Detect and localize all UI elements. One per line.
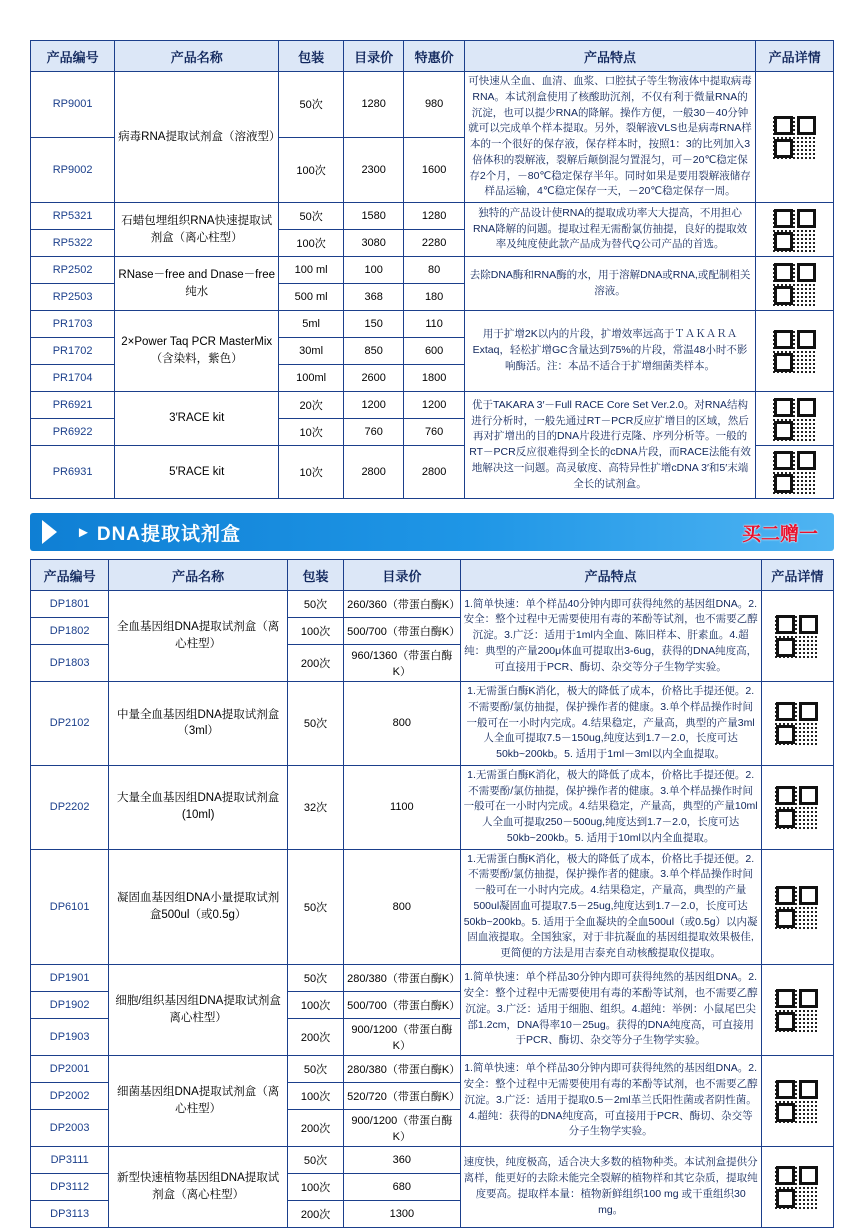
header-package: 包装 [279,41,344,72]
package: 500 ml [279,284,344,311]
table-row [31,257,834,284]
product-code: RP9001 [31,72,115,138]
catalog-page [0,40,864,1221]
package: 50次 [287,1146,343,1173]
product-feature: 1.简单快速：单个样品30分钟内即可获得纯然的基因组DNA。2.安全：整个过程中无需要使用有毒的苯酚等试剂，也不需要乙醇沉淀。3.广泛：适用于提取0.5－2ml革兰氏阳性菌或者阴性菌。4.超纯：获得的DNA纯度高，可直接用于PCR、酶切、杂交等分子生物学实验。 [460,1055,761,1146]
package: 5ml [279,311,344,338]
banner-title: DNA提取试剂盒 [96,523,242,545]
qr-code-icon[interactable] [773,450,817,494]
table-row [31,591,834,618]
table-row [31,682,834,766]
table-row [31,72,834,138]
product-code: RP5321 [31,203,115,230]
product-code: DP2002 [31,1082,109,1109]
product-code: PR6922 [31,419,115,446]
product-code: DP2003 [31,1109,109,1146]
package: 50次 [287,682,343,766]
qr-code-icon[interactable] [775,988,819,1032]
package: 50次 [287,964,343,991]
package: 100次 [279,137,344,203]
product-name: RNase－free and Dnase－free 纯水 [115,257,279,311]
qr-code-icon[interactable] [775,614,819,658]
header-product-code: 产品编号 [31,560,109,591]
header-details: 产品详情 [756,41,834,72]
header-features: 产品特点 [464,41,755,72]
package: 100次 [287,1082,343,1109]
table-row [31,1146,834,1173]
special-price: 180 [404,284,464,311]
special-price: 110 [404,311,464,338]
product-code: RP2503 [31,284,115,311]
qr-code-cell[interactable] [756,392,834,446]
product-feature: 1.无需蛋白酶K消化，极大的降低了成本，价格比手提还便。2.不需要酚/氯仿抽提，保护操作者的健康。3.单个样品操作时间一般可在一小时内完成。4.结果稳定，产量高，典型的产量10ml人全血可提取250－500ug,纯度达到1.7－2.0，长度可达50kb~200kb。5. 适用于10ml以内全血提取。 [460,765,761,849]
product-code: PR6921 [31,392,115,419]
special-price: 80 [404,257,464,284]
dna-products-table [30,559,834,1228]
list-price: 500/700（带蛋白酶K） [344,618,460,645]
qr-code-cell[interactable] [761,591,833,682]
package: 200次 [287,1109,343,1146]
special-price: 2800 [404,446,464,499]
qr-code-cell[interactable] [756,257,834,311]
product-code: PR1702 [31,338,115,365]
table-row [31,964,834,991]
promo-badge: 买二赠一 [741,523,818,545]
package: 100 ml [279,257,344,284]
table-header-row [31,41,834,72]
product-code: RP2502 [31,257,115,284]
list-price: 680 [344,1173,460,1200]
package: 10次 [279,419,344,446]
special-price: 2280 [404,230,464,257]
header-list-price: 目录价 [344,560,460,591]
list-price: 1580 [343,203,403,230]
list-price: 1300 [344,1200,460,1227]
product-code: DP2001 [31,1055,109,1082]
qr-code-icon[interactable] [775,1165,819,1209]
package: 20次 [279,392,344,419]
qr-code-icon[interactable] [775,701,819,745]
qr-code-cell[interactable] [761,682,833,766]
product-code: DP1803 [31,645,109,682]
list-price: 800 [344,849,460,964]
list-price: 760 [343,419,403,446]
package: 200次 [287,645,343,682]
table-row [31,765,834,849]
product-code: DP1901 [31,964,109,991]
list-price: 100 [343,257,403,284]
package: 100次 [287,618,343,645]
list-price: 960/1360（带蛋白酶K） [344,645,460,682]
list-price: 1200 [343,392,403,419]
package: 100次 [279,230,344,257]
table-header-row [31,560,834,591]
product-name: 3′RACE kit [115,392,279,446]
product-name: 全血基因组DNA提取试剂盒（离心柱型） [109,591,288,682]
package: 200次 [287,1018,343,1055]
product-feature: 用于扩增2K以内的片段，扩增效率远高于ＴＡＫＡＲＡ Extaq，轻松扩增GC含量达到75%的片段，常温48小时不影响酶活。注：本品不适合于扩增细菌类样本。 [464,311,755,392]
product-code: DP1802 [31,618,109,645]
product-code: DP3111 [31,1146,109,1173]
banner-arrow-icon: ► [76,523,91,541]
product-name: 细胞/组织基因组DNA提取试剂盒离心柱型） [109,964,288,1055]
product-feature: 优于TAKARA 3′－Full RACE Core Set Ver.2.0。对RNA结构进行分析时，一般先通过RT－PCR反应扩增目的区域，然后再对扩增出的目的DNA片段进行克隆、序列分析等。一般的RT－PCR反应很难得到全长的cDNA片段，而RACE法能有效地解决这一问题。高灵敏度、高特异性扩增cDNA 3′和5′末端全长的试剂盒。 [464,392,755,499]
list-price: 800 [344,682,460,766]
special-price: 980 [404,72,464,138]
package: 50次 [287,1055,343,1082]
banner-left-triangle-icon [30,513,76,551]
header-product-code: 产品编号 [31,41,115,72]
header-details: 产品详情 [761,560,833,591]
package: 50次 [287,591,343,618]
product-feature: 去除DNA酶和RNA酶的水，用于溶解DNA或RNA,或配制相关溶液。 [464,257,755,311]
product-code: PR1704 [31,365,115,392]
header-product-name: 产品名称 [109,560,288,591]
list-price: 280/380（带蛋白酶K） [344,1055,460,1082]
package: 200次 [287,1200,343,1227]
product-name: 凝固血基因组DNA小量提取试剂盒500ul（或0.5g） [109,849,288,964]
header-features: 产品特点 [460,560,761,591]
special-price: 1600 [404,137,464,203]
qr-code-icon[interactable] [775,785,819,829]
list-price: 360 [344,1146,460,1173]
list-price: 368 [343,284,403,311]
product-code: DP1801 [31,591,109,618]
product-code: RP9002 [31,137,115,203]
product-code: DP1902 [31,991,109,1018]
product-name: 石蜡包埋组织RNA快速提取试剂盒（离心柱型） [115,203,279,257]
section-banner-dna [30,513,834,551]
list-price: 850 [343,338,403,365]
list-price: 2600 [343,365,403,392]
qr-code-cell[interactable] [761,1055,833,1146]
product-feature: 1.简单快速：单个样品40分钟内即可获得纯然的基因组DNA。2.安全：整个过程中无需要使用有毒的苯酚等试剂，也不需要乙醇沉淀。3.广泛：适用于1ml内全血、陈旧样本、肝素血。4.超纯：典型的产量200μ体血可提取出3-6ug，获得的DNA纯度高，可直接用于PCR、酶切、杂交等分子生物学实验。 [460,591,761,682]
list-price: 520/720（带蛋白酶K） [344,1082,460,1109]
header-list-price: 目录价 [343,41,403,72]
qr-code-cell[interactable] [761,964,833,1055]
rna-products-table [30,40,834,499]
qr-code-icon[interactable] [773,262,817,306]
list-price: 2800 [343,446,403,499]
product-name: 5′RACE kit [115,446,279,499]
table-row [31,203,834,230]
list-price: 500/700（带蛋白酶K） [344,991,460,1018]
product-code: PR1703 [31,311,115,338]
product-feature: 可快速从全血、血清、血浆、口腔拭子等生物液体中提取病毒RNA。本试剂盒使用了核酸助沉剂，不仅有利于微量RNA的沉淀，也可以提少RNA的降解。操作方便，一般30－40分钟就可以完成单个样本提取。另外，裂解液VLS也是病毒RNA样本的一个很好的保存液，保存样本时，按照1：3的比列加入3倍体积的裂解液，裂解后颠倒混匀置混匀，可－20℃稳定保存2个月，－80℃稳定保存半年。同时如果是要用裂解液储存样品运输，4℃稳定保存一天，－20℃稳定保存一周。 [464,72,755,203]
product-feature: 1.无需蛋白酶K消化，极大的降低了成本，价格比手提还便。2.不需要酚/氯仿抽提，保护操作者的健康。3.单个样品操作时间一般可在一小时内完成。4.结果稳定，产量高，典型的产量3ml人全血可提取7.5－150ug,纯度达到1.7－2.0，长度可达50kb~200kb。5. 适用于1ml－3ml以内全血提取。 [460,682,761,766]
product-name: 2×Power Taq PCR MasterMix（含染料，紫色） [115,311,279,392]
qr-code-cell[interactable] [761,765,833,849]
list-price: 3080 [343,230,403,257]
product-code: PR6931 [31,446,115,499]
qr-code-cell[interactable] [761,849,833,964]
table-row [31,1055,834,1082]
package: 50次 [279,72,344,138]
package: 30ml [279,338,344,365]
product-code: RP5322 [31,230,115,257]
package: 100次 [287,991,343,1018]
package: 100ml [279,365,344,392]
product-name: 细菌基因组DNA提取试剂盒（离心柱型） [109,1055,288,1146]
qr-code-icon[interactable] [773,329,817,373]
list-price: 900/1200（带蛋白酶K） [344,1109,460,1146]
product-feature: 1.简单快速：单个样品30分钟内即可获得纯然的基因组DNA。2.安全：整个过程中无需要使用有毒的苯酚等试剂，也不需要乙醇沉淀。3.广泛：适用于细胞、组织。4.超纯：举例：小鼠尾巴尖部1.2cm，DNA得率10－25ug。获得的DNA纯度高，可直接用于PCR、酶切、杂交等分子生物学实验。 [460,964,761,1055]
package: 32次 [287,765,343,849]
qr-code-icon[interactable] [773,397,817,441]
qr-code-icon[interactable] [775,885,819,929]
list-price: 150 [343,311,403,338]
special-price: 1280 [404,203,464,230]
list-price: 280/380（带蛋白酶K） [344,964,460,991]
special-price: 600 [404,338,464,365]
special-price: 760 [404,419,464,446]
product-code: DP3112 [31,1173,109,1200]
package: 100次 [287,1173,343,1200]
qr-code-cell[interactable] [756,72,834,203]
product-code: DP6101 [31,849,109,964]
header-special-price: 特惠价 [404,41,464,72]
package: 50次 [287,849,343,964]
special-price: 1800 [404,365,464,392]
list-price: 900/1200（带蛋白酶K） [344,1018,460,1055]
table-row [31,849,834,964]
special-price: 1200 [404,392,464,419]
header-product-name: 产品名称 [115,41,279,72]
qr-code-icon[interactable] [773,115,817,159]
list-price: 260/360（带蛋白酶K） [344,591,460,618]
product-feature: 速度快，纯度极高，适合决大多数的植物种类。本试剂盒提供分离样，能更好的去除未能完全裂解的植物样和其它杂质，提取纯度要高。提取样本量：植物新鲜组织100 mg 或干重组织30 mg。 [460,1146,761,1227]
qr-code-cell[interactable] [761,1146,833,1227]
qr-code-cell[interactable] [756,311,834,392]
qr-code-icon[interactable] [773,208,817,252]
product-code: DP1903 [31,1018,109,1055]
product-name: 新型快速植物基因组DNA提取试剂盒（离心柱型） [109,1146,288,1227]
product-code: DP2202 [31,765,109,849]
product-name: 中量全血基因组DNA提取试剂盒（3ml） [109,682,288,766]
product-code: DP3113 [31,1200,109,1227]
list-price: 1100 [344,765,460,849]
package: 50次 [279,203,344,230]
qr-code-cell[interactable] [756,446,834,499]
product-code: DP2102 [31,682,109,766]
header-package: 包装 [287,560,343,591]
product-feature: 1.无需蛋白酶K消化，极大的降低了成本，价格比手提还便。2.不需要酚/氯仿抽提，保护操作者的健康。3.单个样品操作时间一般可在一小时内完成。4.结果稳定，产量高，典型的产量500ul凝固血可提取7.5－25ug,纯度达到1.7－2.0，长度可达50kb~200kb。5. 适用于全血凝块的全血500ul（或0.5g）以内凝固血液提取。全国独家，对于非抗凝血的基因组提取效果极佳,更简便的方法是用吉泰充自动核酸提取仪提取。 [460,849,761,964]
qr-code-cell[interactable] [756,203,834,257]
table-row [31,392,834,419]
product-feature: 独特的产品设计使RNA的提取成功率大大提高，不用担心RNA降解的问题。提取过程无需酚氯仿抽提，良好的提取效率及纯度使此款产品成为替代Q公司产品的首选。 [464,203,755,257]
product-name: 大量全血基因组DNA提取试剂盒(10ml) [109,765,288,849]
list-price: 1280 [343,72,403,138]
qr-code-icon[interactable] [775,1079,819,1123]
package: 10次 [279,446,344,499]
product-name: 病毒RNA提取试剂盒（溶液型） [115,72,279,203]
list-price: 2300 [343,137,403,203]
table-row [31,311,834,338]
